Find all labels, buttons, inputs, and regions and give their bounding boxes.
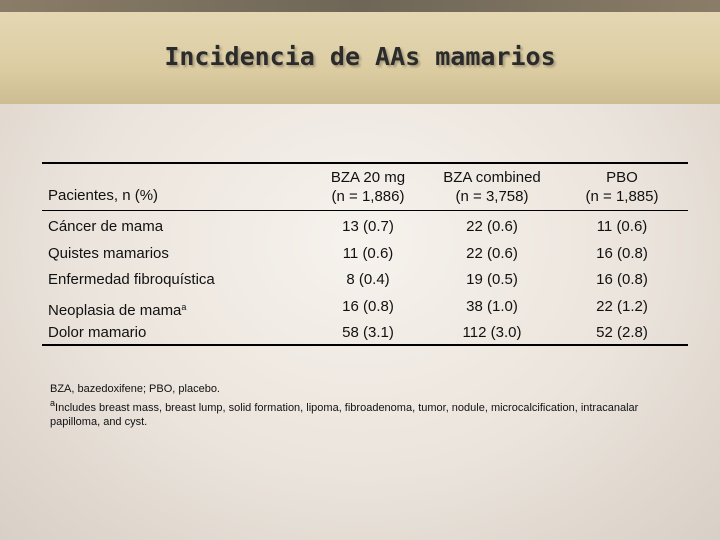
- row-label: [48, 244, 169, 264]
- header-bza-combined-n: (n = 3,758): [455, 188, 529, 205]
- cell-bza-combined: 112 (3.0): [462, 324, 522, 341]
- row-label: [48, 270, 215, 290]
- table-row: [42, 238, 688, 265]
- top-decorative-band: [0, 0, 720, 12]
- table-header-row: [42, 164, 688, 211]
- table-row: [42, 317, 688, 344]
- cell-pbo: 16 (0.8): [596, 271, 648, 288]
- cell-pbo: 11 (0.6): [596, 218, 648, 235]
- abbreviations-note: BZA, bazedoxifene; PBO, placebo.: [50, 383, 220, 395]
- cell-bza-20mg: 8 (0.4): [346, 271, 390, 288]
- cell-pbo: 22 (1.2): [596, 297, 648, 315]
- row-label: [48, 217, 163, 237]
- cell-bza-combined: 38 (1.0): [466, 297, 518, 315]
- cell-bza-20mg: 16 (0.8): [342, 297, 394, 315]
- table-row: [42, 291, 688, 318]
- cell-bza-combined: 22 (0.6): [466, 244, 518, 262]
- cell-bza-20mg: 13 (0.7): [342, 218, 394, 235]
- table-row: [42, 211, 688, 238]
- row-label-text: Cáncer de mama: [48, 218, 164, 235]
- header-pbo: [570, 168, 674, 206]
- footnote-a: [50, 396, 690, 429]
- header-bza-20mg: [318, 168, 418, 206]
- cell-bza-combined: 22 (0.6): [466, 218, 518, 235]
- slide-title: Incidencia de AAs mamarios: [164, 42, 556, 71]
- header-bza-20mg-n: (n = 1,886): [331, 188, 405, 205]
- table-row: [42, 264, 688, 291]
- footnotes: [50, 382, 690, 429]
- cell-pbo: 16 (0.8): [596, 244, 648, 262]
- header-bza-combined-name: BZA combined: [443, 169, 541, 186]
- row-label-text: Dolor mamario: [48, 324, 147, 341]
- header-patients: Pacientes, n (%): [48, 187, 159, 204]
- row-label-text: Enfermedad fibroquística: [48, 271, 215, 288]
- footnote-a-text: Includes breast mass, breast lump, solid formation, lipoma, fibroadenoma, tumor, nodule, microcalcification, intracanalar papilloma, and cyst.: [50, 402, 639, 428]
- cell-bza-20mg: 58 (3.1): [342, 324, 394, 341]
- header-bza-combined: [438, 168, 546, 206]
- footnote-marker: a: [181, 301, 187, 312]
- header-bza-20mg-name: BZA 20 mg: [330, 169, 406, 186]
- row-label-text: Neoplasia de mama: [48, 301, 182, 319]
- cell-pbo: 52 (2.8): [596, 324, 648, 341]
- cell-bza-20mg: 11 (0.6): [342, 244, 394, 262]
- footnote-a-marker: a: [50, 398, 56, 408]
- row-label: [48, 323, 146, 343]
- cell-bza-combined: 19 (0.5): [466, 271, 518, 288]
- header-pbo-n: (n = 1,885): [585, 188, 659, 205]
- row-label-text: Quistes mamarios: [48, 244, 169, 262]
- adverse-events-table: [42, 162, 688, 346]
- header-pbo-name: PBO: [606, 169, 638, 186]
